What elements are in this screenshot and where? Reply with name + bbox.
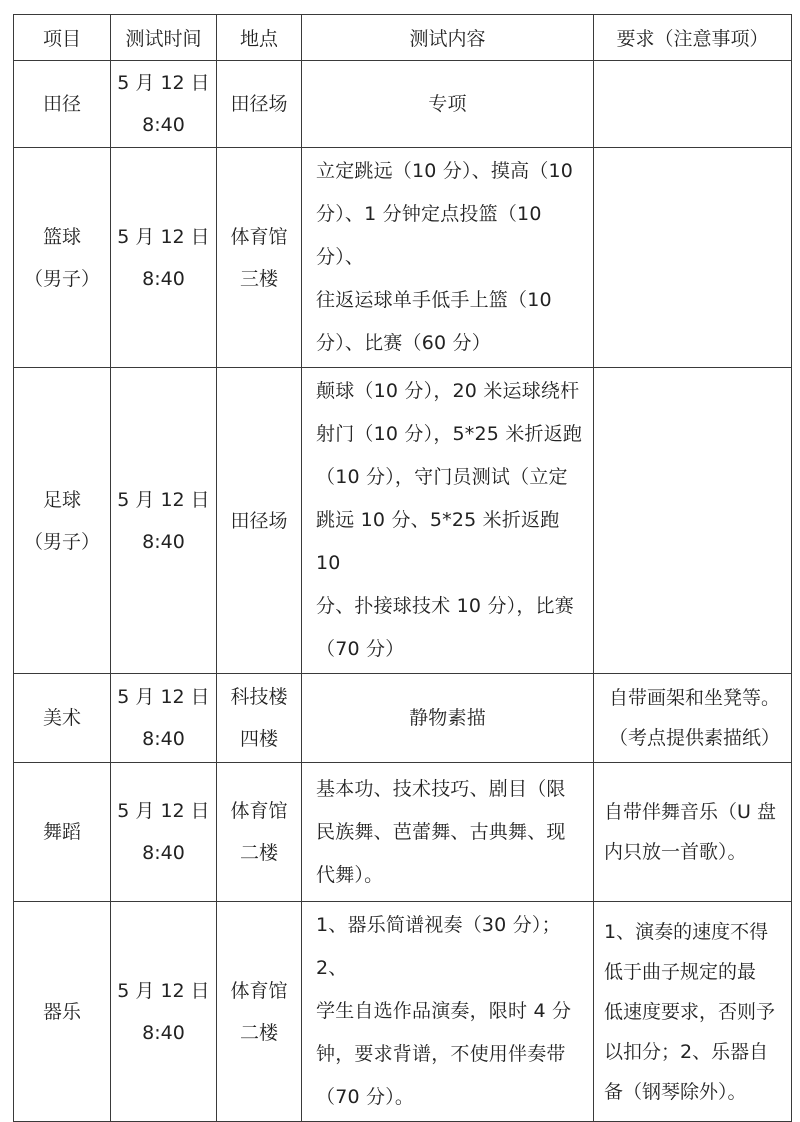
item-text: 田径 [42, 93, 81, 115]
location-cell [217, 148, 302, 368]
time-text: 8:40 [142, 842, 185, 864]
location-cell [217, 61, 302, 148]
content-cell [302, 902, 594, 1122]
header-notes: 要求（注意事项） [594, 15, 792, 61]
content-line: 立定跳远（10 分）、摸高（10 [316, 160, 574, 182]
content-line: 基本功、技术技巧、剧目（限 [316, 777, 566, 800]
content-line: 学生自选作品演奏，限时 4 分 [316, 1000, 572, 1022]
content-line: 分）、比赛（60 分） [316, 332, 491, 354]
location-cell [217, 674, 302, 763]
item-subtext: （男子） [23, 530, 100, 553]
content-line: 射门（10 分），5*25 米折返跑 [316, 423, 583, 445]
notes-cell [594, 368, 792, 674]
content-line: 钟，要求背谱，不使用伴奏带 [316, 1043, 566, 1065]
date-text: 5 月 12 日 [117, 979, 210, 1002]
notes-cell [594, 674, 792, 763]
item-cell [14, 674, 111, 763]
location-subtext: 二楼 [239, 842, 278, 864]
table-row [14, 763, 792, 902]
item-subtext: （男子） [23, 267, 100, 290]
location-subtext: 三楼 [239, 267, 278, 290]
date-text: 5 月 12 日 [117, 72, 210, 94]
header-location: 地点 [217, 15, 302, 61]
location-text: 体育馆 [230, 979, 288, 1002]
content-text: 专项 [428, 92, 467, 115]
item-cell [14, 61, 111, 148]
item-text: 美术 [42, 707, 81, 729]
time-cell [111, 763, 217, 902]
header-row [14, 15, 792, 61]
notes-line: （考点提供素描纸） [608, 727, 780, 749]
item-cell [14, 763, 111, 902]
content-line: 民族舞、芭蕾舞、古典舞、现 [316, 820, 566, 843]
table-row [14, 674, 792, 763]
notes-line: 自带画架和坐凳等。 [608, 687, 780, 709]
notes-line: 以扣分；2、乐器自 [604, 1040, 769, 1063]
notes-cell [594, 148, 792, 368]
time-cell [111, 148, 217, 368]
content-line: 分、扑接球技术 10 分），比赛 [316, 595, 574, 617]
notes-line: 备（钢琴除外）。 [604, 1080, 747, 1103]
table-row [14, 368, 792, 674]
time-cell [111, 902, 217, 1122]
notes-line: 内只放一首歌）。 [604, 841, 747, 863]
time-text: 8:40 [142, 114, 185, 136]
content-line: 代舞）。 [316, 863, 384, 886]
notes-line: 自带伴舞音乐（U 盘 [604, 801, 776, 823]
date-text: 5 月 12 日 [117, 488, 210, 511]
location-text: 科技楼 [230, 686, 288, 708]
header-content: 测试内容 [302, 15, 594, 61]
location-cell [217, 368, 302, 674]
time-cell [111, 61, 217, 148]
content-line: 颠球（10 分），20 米运球绕杆 [316, 380, 580, 402]
notes-line: 低于曲子规定的最 [604, 960, 757, 983]
notes-cell [594, 902, 792, 1122]
content-cell [302, 763, 594, 902]
location-text: 田径场 [230, 93, 288, 115]
date-text: 5 月 12 日 [117, 800, 210, 822]
content-text: 静物素描 [409, 706, 486, 729]
content-line: 往返运球单手低手上篮（10 [316, 289, 552, 311]
item-text: 足球 [42, 488, 81, 511]
time-text: 8:40 [142, 267, 185, 290]
content-cell [302, 61, 594, 148]
date-text: 5 月 12 日 [117, 225, 210, 248]
location-subtext: 二楼 [239, 1021, 278, 1044]
item-cell [14, 902, 111, 1122]
content-line: 1、器乐简谱视奏（30 分）；2、 [316, 914, 561, 979]
notes-cell [594, 763, 792, 902]
time-text: 8:40 [142, 530, 185, 553]
time-cell [111, 368, 217, 674]
content-line: （10 分），守门员测试（立定 [316, 466, 568, 488]
item-cell [14, 368, 111, 674]
content-line: 分）、1 分钟定点投篮（10 分）、 [316, 203, 542, 268]
content-cell [302, 148, 594, 368]
item-text: 篮球 [42, 225, 81, 248]
content-line: （70 分） [316, 638, 405, 660]
header-time: 测试时间 [111, 15, 217, 61]
location-text: 体育馆 [230, 800, 288, 822]
location-cell [217, 902, 302, 1122]
table-row [14, 902, 792, 1122]
location-cell [217, 763, 302, 902]
notes-line: 低速度要求，否则予 [604, 1000, 776, 1023]
content-cell [302, 674, 594, 763]
content-line: （70 分）。 [316, 1086, 415, 1108]
notes-line: 1、演奏的速度不得 [604, 920, 769, 943]
date-text: 5 月 12 日 [117, 686, 210, 708]
item-cell [14, 148, 111, 368]
time-text: 8:40 [142, 1021, 185, 1044]
table-row [14, 148, 792, 368]
exam-schedule-table [13, 14, 792, 1122]
content-line: 跳远 10 分、5*25 米折返跑 10 [316, 509, 560, 574]
table-row [14, 61, 792, 148]
location-subtext: 四楼 [239, 728, 278, 750]
content-cell [302, 368, 594, 674]
notes-cell [594, 61, 792, 148]
time-cell [111, 674, 217, 763]
location-text: 体育馆 [230, 225, 288, 248]
item-text: 器乐 [42, 1000, 81, 1023]
location-text: 田径场 [230, 509, 288, 532]
time-text: 8:40 [142, 728, 185, 750]
item-text: 舞蹈 [42, 821, 81, 843]
header-item: 项目 [14, 15, 111, 61]
